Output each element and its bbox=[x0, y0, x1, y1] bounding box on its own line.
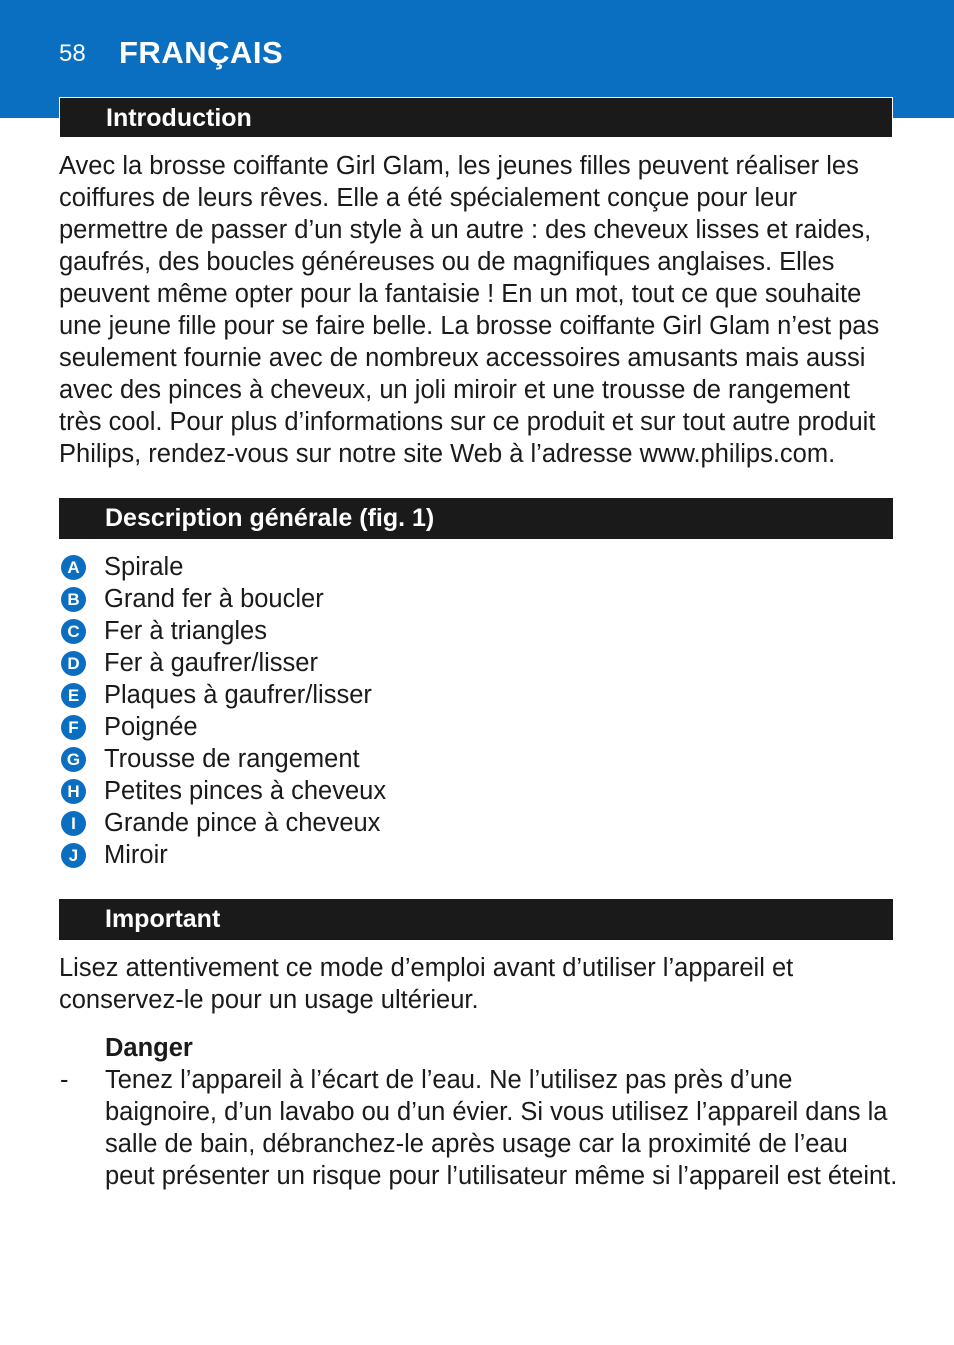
section-header-description bbox=[59, 498, 893, 539]
parts-list-label: Spirale bbox=[104, 553, 184, 581]
letter-badge-icon: H bbox=[61, 779, 86, 804]
danger-bullet-text: Tenez l’appareil à l’écart de l’eau. Ne l’utilisez pas près d’une baignoire, d’un lavabo ou d’un évier. Si vous utilisez l’appareil dans la salle de bain, débranchez-le après usage car la proximité de l’eau peut présenter un risque pour l’utilisateur même si l’appareil est éteint. bbox=[105, 1066, 898, 1190]
section-header-important bbox=[59, 899, 893, 940]
page-number: 58 bbox=[59, 40, 86, 67]
letter-badge-icon: B bbox=[61, 587, 86, 612]
parts-list-label: Fer à triangles bbox=[104, 617, 267, 645]
important-paragraph: Lisez attentivement ce mode d’emploi avant d’utiliser l’appareil et conservez-le pour un usage ultérieur. bbox=[59, 954, 794, 1014]
danger-heading: Danger bbox=[105, 1034, 193, 1062]
parts-list-label: Grand fer à boucler bbox=[104, 585, 324, 613]
letter-badge-icon: F bbox=[61, 715, 86, 740]
parts-list-label: Grande pince à cheveux bbox=[104, 809, 381, 837]
parts-list-label: Poignée bbox=[104, 713, 198, 741]
letter-badge-icon: E bbox=[61, 683, 86, 708]
parts-list-label: Miroir bbox=[104, 841, 168, 869]
letter-badge-icon: D bbox=[61, 651, 86, 676]
bullet-marker: - bbox=[60, 1066, 69, 1094]
section-header-introduction bbox=[59, 97, 893, 138]
parts-list-label: Petites pinces à cheveux bbox=[104, 777, 387, 805]
language-title: FRANÇAIS bbox=[119, 35, 284, 70]
parts-list-label: Fer à gaufrer/lisser bbox=[104, 649, 318, 677]
section-title-introduction: Introduction bbox=[106, 104, 252, 132]
parts-list-label: Plaques à gaufrer/lisser bbox=[104, 681, 372, 709]
letter-badge-icon: A bbox=[61, 555, 86, 580]
letter-badge-icon: G bbox=[61, 747, 86, 772]
section-title-important: Important bbox=[105, 905, 221, 933]
section-title-description: Description générale (fig. 1) bbox=[105, 504, 435, 532]
parts-list-label: Trousse de rangement bbox=[104, 745, 360, 773]
letter-badge-icon: I bbox=[61, 811, 86, 836]
introduction-paragraph: Avec la brosse coiffante Girl Glam, les jeunes filles peuvent réaliser les coiffures de leurs rêves. Elle a été spécialement conçue pour leur permettre de passer d’un style à un autre : des cheveux lisses et raides, gaufrés, des boucles généreuses ou de magnifiques anglaises. Elles peuvent même opter pour la fantaisie ! En un mot, tout ce que souhaite une jeune fille pour se faire belle. La brosse coiffante Girl Glam n’est pas seulement fournie avec de nombreux accessoires amusants mais aussi avec des pinces à cheveux, un joli miroir et une trousse de rangement très cool. Pour plus d’informations sur ce produit et sur tout autre produit Philips, rendez-vous sur notre site Web à l’adresse www.philips.com. bbox=[59, 152, 880, 468]
letter-badge-icon: J bbox=[61, 843, 86, 868]
letter-badge-icon: C bbox=[61, 619, 86, 644]
